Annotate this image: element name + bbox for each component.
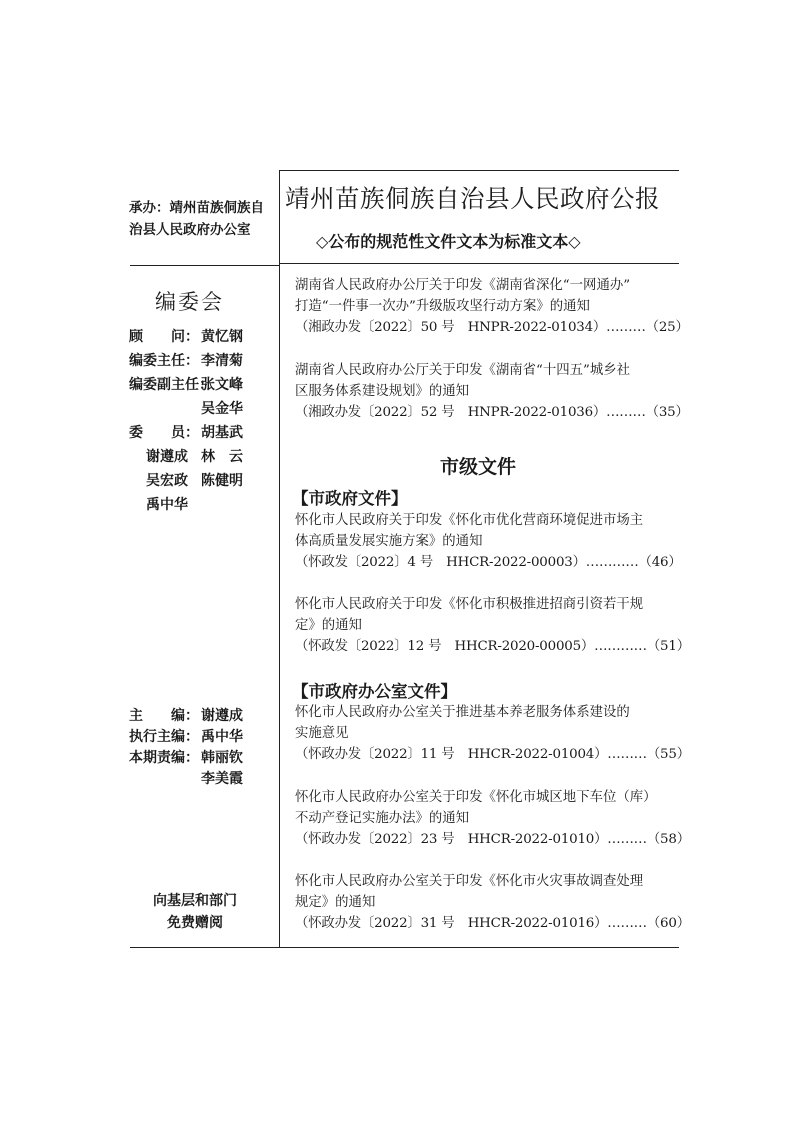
document-entry[interactable]: [295, 594, 690, 657]
deputy-name: 吴金华: [201, 401, 243, 417]
entry-title-line: 湖南省人民政府办公厅关于印发《湖南省“十四五”城乡社: [295, 363, 631, 378]
column-divider: [279, 170, 280, 948]
notice-line: 向基层和部门: [153, 893, 237, 909]
document-entry[interactable]: [295, 275, 689, 338]
bottom-rule: [130, 947, 679, 948]
chief-editor-name: 谢遵成: [201, 708, 243, 724]
entry-title-line: 打造“一件事一次办”升级版攻坚行动方案》的通知: [295, 299, 590, 314]
issue-editor-name: 韩丽钦: [201, 750, 243, 766]
members-label: 委 员：: [129, 425, 199, 441]
document-entry[interactable]: [295, 360, 689, 423]
entry-title-line: 规定》的通知: [295, 895, 376, 910]
member-name: 林 云: [201, 449, 243, 465]
director-name: 李清菊: [201, 353, 243, 369]
entry-reference: （怀政发〔2022〕4 号 HHCR-2022-00003）…………（46）: [295, 555, 682, 570]
category-heading: 【市政府文件】: [292, 489, 408, 508]
member-name: 谢遵成: [146, 449, 188, 465]
gazette-subtitle: ◇公布的规范性文件文本为标准文本◇: [316, 232, 581, 251]
entry-title-line: 怀化市人民政府关于印发《怀化市优化营商环境促进市场主: [295, 513, 644, 528]
category-heading: 【市政府办公室文件】: [292, 682, 457, 701]
entry-reference: （怀政办发〔2022〕23 号 HHCR-2022-01010）………（58）: [295, 832, 690, 847]
chief-editor-label: 主 编：: [129, 708, 199, 724]
header-divider-right: [279, 263, 679, 264]
gazette-title: 靖州苗族侗族自治县人民政府公报: [285, 184, 660, 213]
entry-title-line: 怀化市人民政府关于印发《怀化市积极推进招商引资若干规: [295, 597, 644, 612]
editorial-board-title: 编委会: [155, 290, 224, 314]
document-entry[interactable]: [295, 787, 690, 850]
entry-reference: （怀政办发〔2022〕31 号 HHCR-2022-01016）………（60）: [295, 916, 690, 931]
advisor-name: 黄忆钢: [201, 329, 243, 345]
host-organization: 承办：靖州苗族侗族自治县人民政府办公室: [129, 200, 264, 238]
entry-reference: （湘政办发〔2022〕52 号 HNPR-2022-01036）………（35）: [295, 405, 689, 420]
entry-title-line: 定》的通知: [295, 618, 362, 633]
member-name: 禹中华: [146, 497, 188, 513]
entry-title-line: 实施意见: [295, 726, 349, 741]
entry-title-line: 区服务体系建设规划》的通知: [295, 384, 470, 399]
member-name: 吴宏政: [146, 473, 188, 489]
entry-reference: （怀政办发〔2022〕11 号 HHCR-2022-01004）………（55）: [295, 747, 690, 762]
entry-title-line: 怀化市人民政府办公室关于推进基本养老服务体系建设的: [295, 705, 630, 720]
entry-title-line: 体高质量发展实施方案》的通知: [295, 534, 483, 549]
entry-title-line: 怀化市人民政府办公室关于印发《怀化市城区地下车位（库）: [295, 790, 657, 805]
deputy-name: 张文峰: [201, 377, 243, 393]
entry-reference: （怀政发〔2022〕12 号 HHCR-2020-00005）…………（51）: [295, 639, 690, 654]
deputy-label: 编委副主任：: [129, 377, 213, 393]
entry-title-line: 怀化市人民政府办公室关于印发《怀化市火灾事故调查处理: [295, 874, 644, 889]
exec-editor-name: 禹中华: [201, 729, 243, 745]
entry-reference: （湘政办发〔2022〕50 号 HNPR-2022-01034）………（25）: [295, 320, 689, 335]
free-distribution-notice: [135, 890, 255, 934]
notice-line: 免费赠阅: [167, 915, 223, 931]
member-name: 陈健明: [201, 473, 243, 489]
issue-editor-label: 本期责编：: [129, 750, 199, 766]
member-name: 胡基武: [201, 425, 243, 441]
entry-title-line: 湖南省人民政府办公厅关于印发《湖南省深化“一网通办”: [295, 278, 631, 293]
entry-title-line: 不动产登记实施办法》的通知: [295, 811, 470, 826]
document-entry[interactable]: [295, 702, 690, 765]
header-divider-left: [130, 265, 280, 266]
document-entry[interactable]: [295, 510, 680, 573]
issue-editor-name: 李美霞: [201, 771, 243, 787]
advisor-label: 顾 问：: [129, 329, 199, 345]
section-title: 市级文件: [440, 456, 517, 478]
document-entry[interactable]: [295, 871, 690, 934]
director-label: 编委主任：: [129, 353, 199, 369]
top-rule: [279, 170, 679, 171]
exec-editor-label: 执行主编：: [129, 729, 199, 745]
